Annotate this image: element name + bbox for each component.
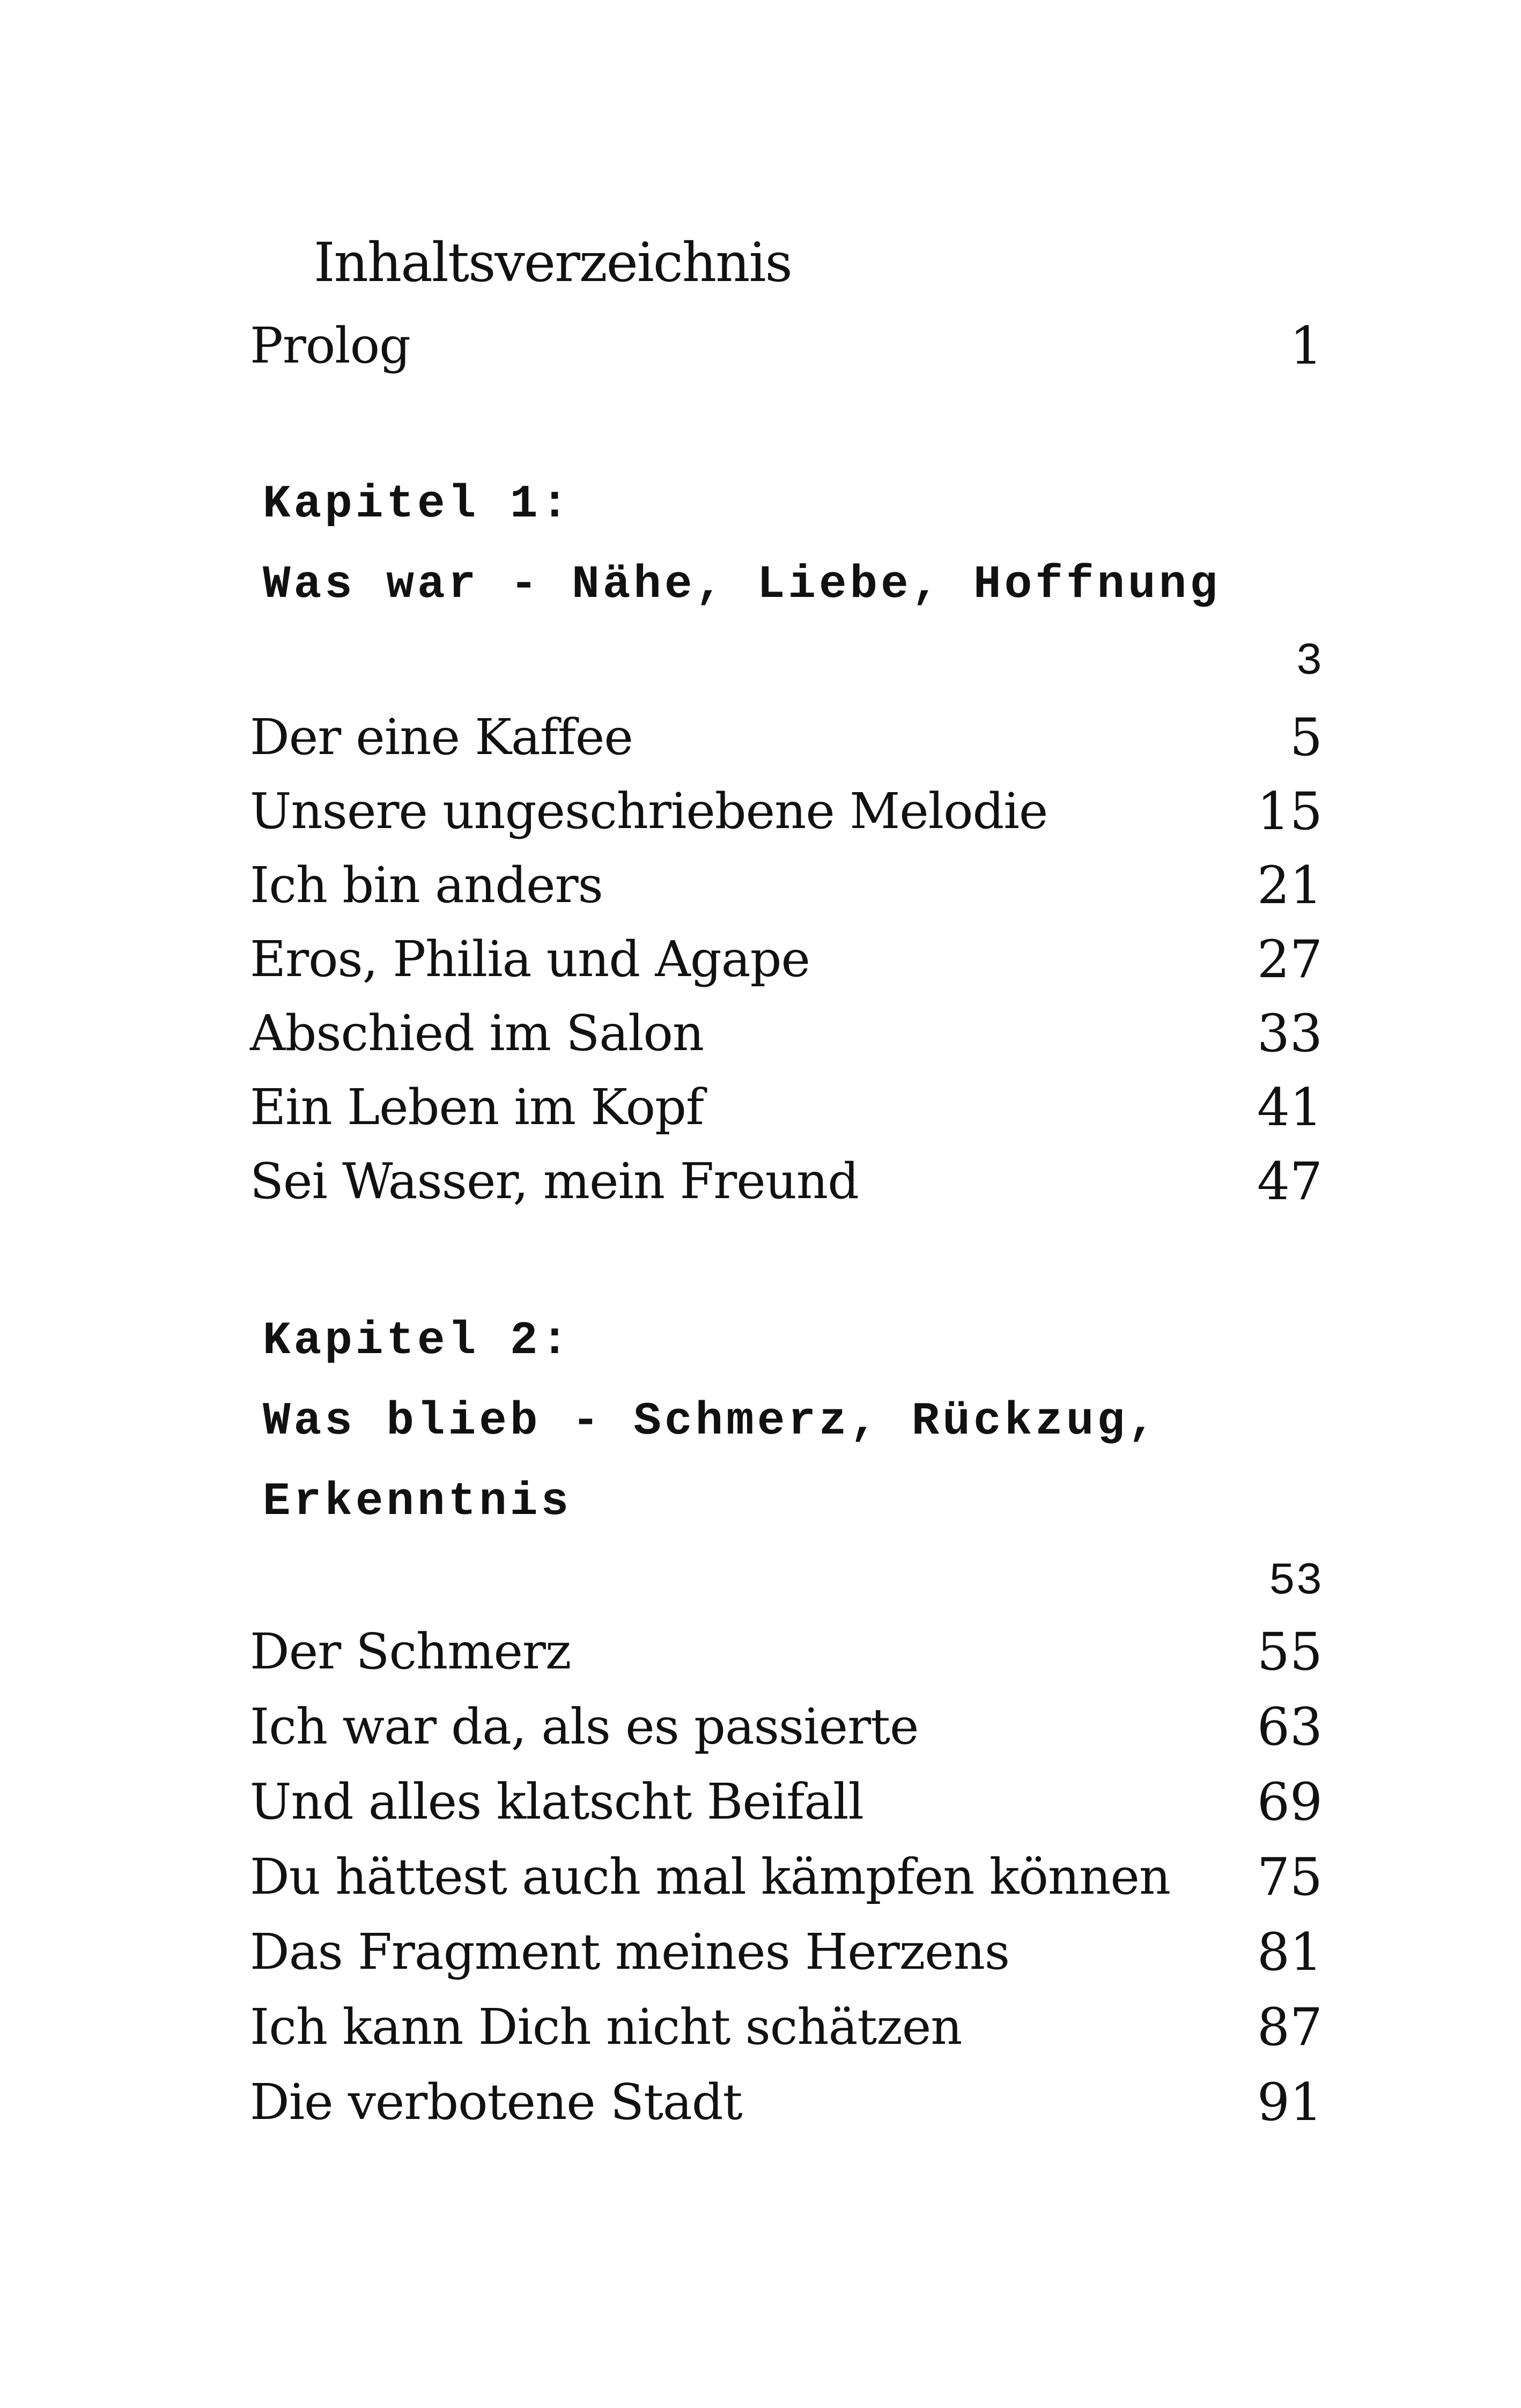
chapter-1-heading: Kapitel 1:	[263, 478, 572, 530]
toc-entry-page-number: 87	[1257, 1997, 1323, 2057]
toc-entry	[250, 1990, 1323, 2065]
chapter-2-heading: Kapitel 2:	[263, 1314, 572, 1367]
toc-entry-page-number: 81	[1257, 1922, 1323, 1982]
toc-entry-label: Prolog	[250, 317, 410, 374]
toc-entry	[250, 1614, 1323, 1689]
toc-entry-page-number: 15	[1257, 781, 1323, 841]
chapter-2-page-number: 53	[1268, 1556, 1323, 1607]
toc-entry-page-number: 69	[1257, 1772, 1323, 1832]
toc-entry-label: Abschied im Salon	[250, 1004, 704, 1062]
toc-entry-prolog	[250, 308, 1323, 383]
toc-entry-label: Du hättest auch mal kämpfen können	[250, 1848, 1171, 1905]
toc-entry-label: Sei Wasser, mein Freund	[250, 1153, 859, 1210]
toc-entry-label: Der eine Kaffee	[250, 708, 633, 766]
chapter-2-subtitle-line-1: Was blieb - Schmerz, Rückzug,	[263, 1395, 1159, 1447]
toc-entry-page-number: 75	[1257, 1847, 1323, 1907]
toc-entry	[250, 774, 1323, 849]
toc-entry-page-number: 55	[1257, 1622, 1323, 1682]
toc-entry-label: Der Schmerz	[250, 1623, 571, 1680]
toc-entry-label: Ein Leben im Kopf	[250, 1079, 704, 1136]
toc-title: Inhaltsverzeichnis	[314, 231, 792, 294]
chapter-1-page-number: 3	[1295, 637, 1323, 688]
toc-entry	[250, 1070, 1323, 1145]
toc-entry	[250, 1915, 1323, 1990]
toc-entry-page-number: 33	[1257, 1003, 1323, 1063]
toc-entry-page-number: 63	[1257, 1697, 1323, 1757]
chapter-1-subtitle: Was war - Nähe, Liebe, Hoffnung	[263, 558, 1221, 611]
toc-entry	[250, 1144, 1323, 1219]
toc-entry	[250, 996, 1323, 1071]
toc-entry	[250, 848, 1323, 923]
toc-entry-page-number: 41	[1257, 1077, 1323, 1137]
toc-entry-page-number: 91	[1257, 2072, 1323, 2132]
toc-entry-label: Eros, Philia und Agape	[250, 930, 810, 988]
toc-entry-page-number: 5	[1289, 707, 1323, 767]
toc-entry-label: Ich war da, als es passierte	[250, 1698, 919, 1755]
toc-entry-label: Ich bin anders	[250, 856, 603, 914]
toc-entry-label: Das Fragment meines Herzens	[250, 1923, 1010, 1981]
toc-entry-label: Und alles klatscht Beifall	[250, 1773, 863, 1830]
toc-entry	[250, 700, 1323, 775]
toc-entry-page-number: 27	[1257, 929, 1323, 989]
toc-entry-page-number: 21	[1257, 855, 1323, 915]
toc-entry-label: Unsere ungeschriebene Melodie	[250, 782, 1048, 840]
chapter-2-subtitle-line-2: Erkenntnis	[263, 1475, 572, 1528]
toc-entry	[250, 1840, 1323, 1915]
toc-entry-page-number: 1	[1289, 316, 1323, 376]
toc-entry	[250, 2065, 1323, 2140]
toc-entry	[250, 1689, 1323, 1764]
toc-entry-page-number: 47	[1257, 1151, 1323, 1212]
toc-entry	[250, 922, 1323, 997]
toc-entry-label: Ich kann Dich nicht schätzen	[250, 1998, 962, 2056]
toc-entry-label: Die verbotene Stadt	[250, 2073, 742, 2131]
toc-entry	[250, 1764, 1323, 1840]
